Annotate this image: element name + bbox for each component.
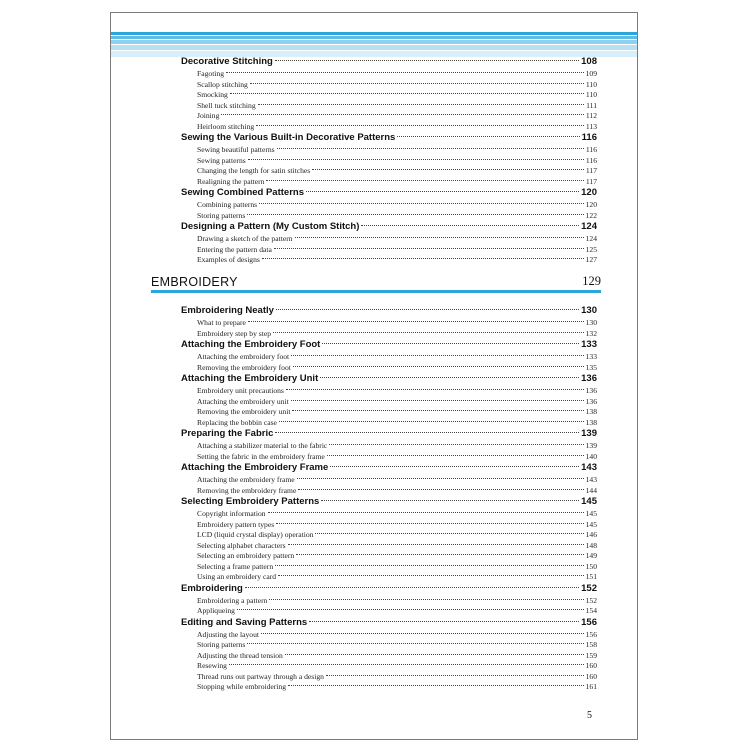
toc-entry-page: 138 (585, 417, 597, 427)
toc-entry-title: Attaching the embroidery frame (197, 475, 295, 484)
toc-section-page: 152 (581, 582, 597, 594)
toc-entry[interactable] (181, 407, 597, 418)
toc-section-title: Attaching the Embroidery Foot (181, 339, 321, 350)
dot-leader (248, 159, 584, 160)
toc-entry-page: 160 (585, 661, 597, 670)
toc-entry-page: 151 (585, 572, 597, 581)
toc-section[interactable] (181, 428, 597, 441)
dot-leader (278, 575, 584, 576)
toc-entry-page: 124 (585, 234, 597, 243)
toc-section[interactable] (181, 373, 597, 386)
toc-entry-page: 146 (585, 530, 597, 539)
toc-entry-title: Scallop stitching (197, 79, 248, 89)
toc-section-title: Decorative Stitching (181, 56, 273, 67)
toc-entry-title: Embroidery step by step (197, 328, 272, 338)
toc-entry-title: Selecting alphabet characters (197, 540, 286, 550)
dot-leader (221, 114, 584, 115)
toc-entry-title: Embroidering a pattern (197, 595, 268, 605)
toc-entry-title: Removing the embroidery unit (197, 407, 291, 416)
toc-section[interactable] (181, 339, 597, 352)
toc-entry[interactable] (181, 661, 597, 672)
toc-entry-page: 148 (585, 540, 597, 550)
dot-leader (277, 148, 584, 149)
dot-leader (256, 125, 584, 126)
dot-leader (247, 643, 583, 644)
toc-entry[interactable] (181, 596, 597, 607)
toc-entry-page: 145 (585, 519, 597, 529)
dot-leader (297, 478, 584, 479)
toc-section-page: 145 (581, 496, 597, 507)
toc-entry-page: 109 (585, 69, 597, 78)
toc-entry-title: Storing patterns (197, 640, 246, 649)
toc-entry[interactable] (181, 255, 597, 266)
toc-entry[interactable] (181, 520, 597, 531)
toc-entry-title: Selecting a frame pattern (197, 561, 274, 571)
dot-leader (288, 685, 584, 686)
toc-entry-title: Smocking (197, 90, 228, 99)
toc-entry-page: 156 (585, 629, 597, 639)
toc-bottom-block (181, 305, 597, 693)
toc-entry-page: 133 (585, 352, 597, 361)
toc-entry-title: Sewing patterns (197, 155, 246, 165)
toc-entry-page: 136 (585, 396, 597, 406)
toc-entry-title: What to prepare (197, 318, 246, 327)
toc-entry-page: 150 (585, 561, 597, 571)
toc-entry-page: 113 (585, 121, 597, 131)
toc-entry-title: Embroidery pattern types (197, 519, 275, 529)
dot-leader (259, 203, 583, 204)
toc-entry-title: Removing the embroidery foot (197, 362, 291, 372)
toc-entry-page: 130 (585, 318, 597, 327)
toc-entry[interactable] (181, 69, 597, 80)
toc-entry-page: 116 (585, 155, 597, 165)
dot-leader (330, 466, 579, 467)
dot-leader (295, 237, 584, 238)
toc-entry-title: Sewing beautiful patterns (197, 145, 275, 154)
toc-section-title: Sewing Combined Patterns (181, 187, 304, 198)
toc-entry-title: LCD (liquid crystal display) operation (197, 530, 314, 539)
toc-entry[interactable] (181, 651, 597, 662)
toc-entry-page: 125 (585, 244, 597, 254)
toc-section[interactable] (181, 496, 597, 509)
dot-leader (293, 366, 584, 367)
toc-entry-page: 160 (585, 671, 597, 681)
toc-section[interactable] (181, 132, 597, 145)
toc-entry-title: Fagoting (197, 69, 225, 78)
toc-top-block (181, 56, 597, 266)
header-stripe-band (111, 32, 637, 57)
toc-entry-title: Attaching the embroidery unit (197, 396, 289, 406)
toc-entry[interactable] (181, 441, 597, 452)
toc-entry[interactable] (181, 541, 597, 552)
toc-section[interactable] (181, 187, 597, 200)
dot-leader (326, 675, 584, 676)
dot-leader (315, 533, 583, 534)
toc-entry-page: 158 (585, 640, 597, 649)
dot-leader (275, 565, 583, 566)
dot-leader (226, 72, 584, 73)
toc-entry-title: Shell tuck stitching (197, 100, 256, 110)
toc-entry-page: 159 (585, 650, 597, 660)
toc-entry[interactable] (181, 318, 597, 329)
dot-leader (361, 225, 579, 226)
toc-entry-title: Heirloom stitching (197, 121, 255, 131)
toc-entry-title: Adjusting the layout (197, 629, 260, 639)
toc-section-title: Sewing the Various Built-in Decorative Patterns (181, 132, 396, 143)
toc-section-page: 130 (581, 305, 597, 316)
dot-leader (288, 544, 584, 545)
toc-entry-title: Copyright information (197, 509, 266, 518)
toc-section-title: Designing a Pattern (My Custom Stitch) (181, 221, 360, 232)
dot-leader (320, 377, 579, 378)
toc-entry-page: 145 (585, 509, 597, 518)
dot-leader (262, 258, 584, 259)
manual-page (110, 12, 638, 740)
toc-entry-title: Selecting an embroidery pattern (197, 551, 295, 560)
toc-section-page: 156 (581, 616, 597, 628)
chapter-title: EMBROIDERY (151, 275, 238, 289)
toc-entry[interactable] (181, 672, 597, 683)
toc-entry[interactable] (181, 80, 597, 91)
toc-entry-page: 116 (585, 145, 597, 154)
dot-leader (261, 633, 584, 634)
toc-entry-page: 140 (585, 451, 597, 461)
toc-entry-title: Storing patterns (197, 210, 246, 220)
dot-leader (274, 248, 584, 249)
dot-leader (292, 410, 583, 411)
toc-section-title: Attaching the Embroidery Frame (181, 462, 329, 473)
dot-leader (276, 309, 579, 310)
toc-section-page: 116 (581, 132, 597, 143)
toc-entry-title: Attaching a stabilizer material to the fabric (197, 441, 328, 450)
toc-entry-page: 117 (585, 176, 597, 186)
toc-entry-title: Embroidery unit precautions (197, 386, 284, 395)
toc-entry-page: 132 (585, 328, 597, 338)
toc-entry[interactable] (181, 177, 597, 188)
toc-section-page: 133 (581, 339, 597, 350)
toc-entry-title: Realigning the pattern (197, 176, 265, 186)
toc-section-page: 124 (581, 221, 597, 232)
toc-section-title: Selecting Embroidery Patterns (181, 496, 320, 507)
toc-section-page: 143 (581, 462, 597, 473)
toc-entry[interactable] (181, 640, 597, 651)
dot-leader (279, 421, 584, 422)
toc-section-title: Editing and Saving Patterns (181, 616, 308, 628)
toc-section[interactable] (181, 56, 597, 69)
dot-leader (296, 554, 583, 555)
toc-entry[interactable] (181, 211, 597, 222)
toc-entry[interactable] (181, 156, 597, 167)
toc-entry-title: Appliqueing (197, 606, 235, 615)
toc-section-title: Attaching the Embroidery Unit (181, 373, 319, 384)
toc-section-title: Embroidering (181, 582, 243, 594)
toc-entry[interactable] (181, 166, 597, 177)
toc-entry-page: 110 (585, 79, 597, 89)
toc-entry[interactable] (181, 386, 597, 397)
dot-leader (275, 60, 579, 61)
toc-entry-title: Combining patterns (197, 200, 258, 209)
toc-entry-page: 154 (585, 606, 597, 615)
toc-entry[interactable] (181, 562, 597, 573)
dot-leader (248, 321, 584, 322)
toc-entry-page: 112 (585, 111, 597, 120)
dot-leader (268, 512, 584, 513)
dot-leader (250, 83, 584, 84)
dot-leader (329, 444, 583, 445)
toc-entry-page: 136 (585, 386, 597, 395)
toc-section-title: Embroidering Neatly (181, 305, 274, 316)
dot-leader (230, 93, 584, 94)
page-number: 5 (587, 710, 592, 721)
toc-entry-title: Resewing (197, 661, 227, 670)
chapter-heading (151, 267, 601, 293)
toc-entry[interactable] (181, 551, 597, 562)
toc-section-page: 120 (581, 187, 597, 198)
dot-leader (269, 599, 583, 600)
toc-entry[interactable] (181, 682, 597, 693)
toc-entry-page: 117 (585, 166, 597, 175)
toc-entry-page: 138 (585, 407, 597, 416)
toc-entry-page: 111 (586, 100, 597, 110)
toc-entry[interactable] (181, 397, 597, 408)
toc-entry-title: Replacing the bobbin case (197, 417, 277, 427)
toc-entry-title: Drawing a sketch of the pattern (197, 234, 293, 243)
toc-entry-title: Joining (197, 111, 220, 120)
toc-entry-page: 139 (585, 441, 597, 450)
toc-entry[interactable] (181, 111, 597, 122)
dot-leader (327, 455, 584, 456)
toc-entry[interactable] (181, 530, 597, 541)
toc-section[interactable] (181, 221, 597, 234)
toc-entry-title: Changing the length for satin stitches (197, 166, 311, 175)
dot-leader (291, 400, 584, 401)
toc-entry-title: Entering the pattern data (197, 244, 272, 254)
dot-leader (312, 169, 584, 170)
toc-entry[interactable] (181, 234, 597, 245)
toc-entry[interactable] (181, 122, 597, 133)
dot-leader (266, 180, 583, 181)
toc-section[interactable] (181, 583, 597, 596)
toc-entry[interactable] (181, 509, 597, 520)
dot-leader (273, 332, 584, 333)
dot-leader (237, 609, 584, 610)
toc-entry-title: Setting the fabric in the embroidery frame (197, 451, 325, 461)
toc-entry-page: 152 (585, 595, 597, 605)
toc-entry-title: Adjusting the thread tension (197, 650, 283, 660)
toc-entry[interactable] (181, 245, 597, 256)
dot-leader (276, 523, 583, 524)
toc-entry-page: 120 (585, 200, 597, 209)
toc-entry-page: 143 (585, 475, 597, 484)
dot-leader (285, 654, 584, 655)
toc-entry-page: 161 (585, 682, 597, 691)
toc-entry-title: Stopping while embroidering (197, 682, 287, 691)
toc-entry-page: 127 (585, 255, 597, 264)
chapter-page: 129 (582, 274, 601, 288)
toc-entry[interactable] (181, 572, 597, 583)
toc-entry[interactable] (181, 363, 597, 374)
toc-entry[interactable] (181, 352, 597, 363)
toc-entry-page: 122 (585, 210, 597, 220)
toc-entry-title: Attaching the embroidery foot (197, 352, 290, 361)
dot-leader (298, 489, 583, 490)
toc-section[interactable] (181, 305, 597, 318)
dot-leader (309, 621, 579, 622)
toc-entry[interactable] (181, 418, 597, 429)
dot-leader (286, 389, 584, 390)
toc-entry-page: 135 (585, 362, 597, 372)
toc-section-page: 108 (581, 56, 597, 67)
toc-entry-page: 149 (585, 551, 597, 560)
toc-entry-title: Removing the embroidery frame (197, 485, 297, 495)
toc-entry[interactable] (181, 90, 597, 101)
toc-section-page: 136 (581, 373, 597, 384)
toc-entry-title: Thread runs out partway through a design (197, 671, 324, 681)
toc-entry[interactable] (181, 329, 597, 340)
toc-entry[interactable] (181, 486, 597, 497)
toc-entry-page: 144 (585, 485, 597, 495)
toc-entry-title: Examples of designs (197, 255, 260, 264)
dot-leader (291, 355, 583, 356)
toc-entry[interactable] (181, 200, 597, 211)
toc-entry[interactable] (181, 452, 597, 463)
dot-leader (229, 664, 584, 665)
dot-leader (397, 136, 579, 137)
dot-leader (306, 191, 579, 192)
toc-entry-page: 110 (585, 90, 597, 99)
dot-leader (322, 343, 579, 344)
dot-leader (275, 432, 579, 433)
toc-section-page: 139 (581, 428, 597, 439)
toc-entry-title: Using an embroidery card (197, 572, 277, 581)
toc-entry[interactable] (181, 606, 597, 617)
dot-leader (247, 214, 583, 215)
dot-leader (321, 500, 579, 501)
toc-section[interactable] (181, 462, 597, 475)
dot-leader (245, 587, 579, 588)
toc-section-title: Preparing the Fabric (181, 428, 274, 439)
toc-section[interactable] (181, 617, 597, 630)
toc-entry[interactable] (181, 145, 597, 156)
toc-entry[interactable] (181, 475, 597, 486)
dot-leader (258, 104, 585, 105)
toc-entry[interactable] (181, 101, 597, 112)
toc-entry[interactable] (181, 630, 597, 641)
